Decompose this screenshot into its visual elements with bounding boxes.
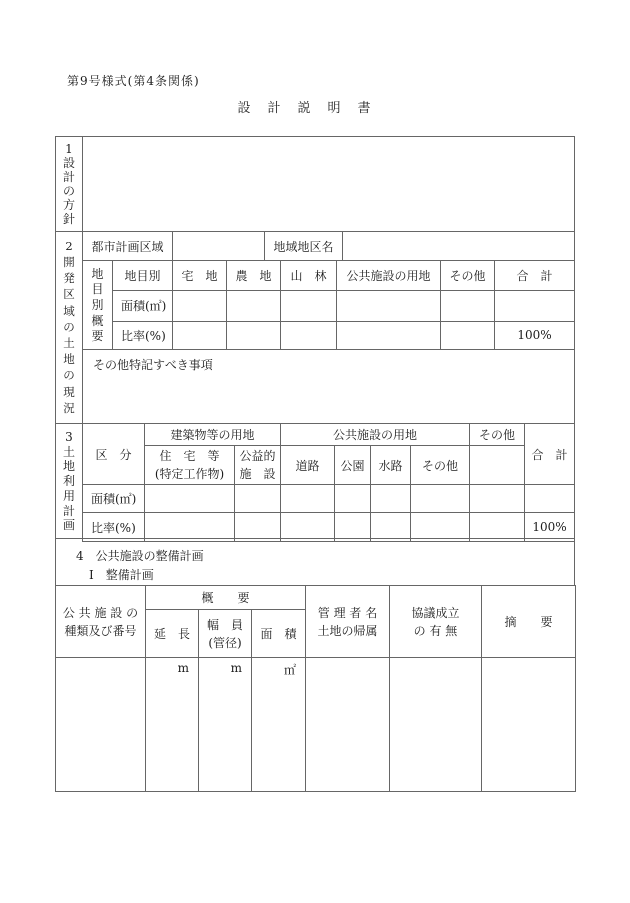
area-other-outer-input[interactable] [470, 485, 525, 513]
ratio-row-label: 比率(%) [83, 513, 145, 542]
special-notes-area[interactable] [82, 349, 575, 424]
col-header-residential-land: 宅 地 [173, 261, 227, 291]
col-header-agreement: 協議成立 の 有 無 [390, 586, 482, 658]
section3-side-label: 3 土 地 利 用 計 画 [55, 423, 83, 539]
city-planning-area-input[interactable] [173, 232, 265, 261]
ratio-waterway-input[interactable] [371, 513, 411, 542]
district-name-input[interactable] [343, 232, 575, 261]
section-land-use-plan [55, 423, 575, 539]
col-header-public-facility-land: 公共施設の用地 [337, 261, 441, 291]
ratio-total-value: 100% [525, 513, 575, 542]
section2-side-label: 2 開 発 区 域 の 土 地 の 現 況 [55, 231, 83, 424]
area-row-label: 面積(㎡) [113, 291, 173, 321]
ratio-other-outer-input[interactable] [470, 513, 525, 542]
remarks-input[interactable] [482, 658, 576, 792]
col-header-length: 延 長 [146, 610, 199, 658]
area-farmland-input[interactable] [227, 291, 281, 321]
area-other-inner-input[interactable] [411, 485, 470, 513]
area-row-label: 面積(㎡) [83, 485, 145, 513]
city-planning-row [82, 231, 575, 261]
facility-type-input[interactable] [56, 658, 146, 792]
col-header-total: 合 計 [525, 424, 575, 485]
manager-input[interactable] [306, 658, 390, 792]
col-header-other-outer: その他 [470, 424, 525, 446]
col-header-farmland: 農 地 [227, 261, 281, 291]
form-number: 第9号様式(第4条関係) [67, 74, 200, 88]
col-header-facility-type: 公 共 施 設 の 種類及び番号 [56, 586, 146, 658]
land-category-corner: 地目別 [113, 261, 173, 291]
col-header-road: 道路 [281, 446, 335, 485]
document-title: 設 計 説 明 書 [237, 101, 373, 116]
area-public-input[interactable] [337, 291, 441, 321]
col-header-remarks: 摘 要 [482, 586, 576, 658]
area-forest-input[interactable] [281, 291, 337, 321]
col-header-residential: 住 宅 等 (特定工作物) [145, 446, 235, 485]
area-road-input[interactable] [281, 485, 335, 513]
area-residential-input[interactable] [145, 485, 235, 513]
area-total-input[interactable] [525, 485, 575, 513]
area-other-input[interactable] [441, 291, 495, 321]
city-planning-area-label: 都市計画区域 [83, 232, 173, 261]
land-category-side-label: 地 目 別 概 要 [83, 261, 113, 350]
section4-heading-block [55, 538, 575, 586]
form-sheet [55, 136, 575, 792]
ratio-row-label: 比率(%) [113, 321, 173, 349]
ratio-public-benefit-input[interactable] [235, 513, 281, 542]
special-notes-label: その他特記すべき事項 [93, 358, 213, 372]
area-waterway-input[interactable] [371, 485, 411, 513]
col-header-other-inner: その他 [411, 446, 470, 485]
width-input[interactable] [199, 658, 252, 792]
land-use-plan-table [82, 423, 575, 542]
section-design-policy [55, 136, 575, 232]
col-header-public-benefit: 公益的 施 設 [235, 446, 281, 485]
ratio-park-input[interactable] [335, 513, 371, 542]
area-park-input[interactable] [335, 485, 371, 513]
other-outer-blank-cell[interactable] [470, 446, 525, 485]
col-header-area: 面 積 [252, 610, 306, 658]
col-header-width: 幅 員 (管径) [199, 610, 252, 658]
section-land-current-state [55, 231, 575, 424]
col-header-park: 公園 [335, 446, 371, 485]
ratio-total-value: 100% [495, 321, 575, 349]
section1-side-label: 1 設 計 の 方 針 [55, 136, 83, 232]
area-residential-input[interactable] [173, 291, 227, 321]
col-header-overview: 概 要 [146, 586, 306, 610]
ratio-other-input[interactable] [441, 321, 495, 349]
ratio-public-input[interactable] [337, 321, 441, 349]
col-header-waterway: 水路 [371, 446, 411, 485]
col-header-total: 合 計 [495, 261, 575, 291]
col-header-forest: 山 林 [281, 261, 337, 291]
design-policy-input-area[interactable] [82, 136, 575, 232]
ratio-forest-input[interactable] [281, 321, 337, 349]
width-unit: m [230, 661, 242, 675]
section4-subheading: Ⅰ 整備計画 [89, 567, 154, 582]
ratio-other-inner-input[interactable] [411, 513, 470, 542]
group-header-buildings: 建築物等の用地 [145, 424, 281, 446]
agreement-input[interactable] [390, 658, 482, 792]
area-public-benefit-input[interactable] [235, 485, 281, 513]
ratio-road-input[interactable] [281, 513, 335, 542]
area-total-input[interactable] [495, 291, 575, 321]
length-unit: m [177, 661, 189, 675]
group-header-public-facilities: 公共施設の用地 [281, 424, 470, 446]
section4-heading: 4 公共施設の整備計画 [76, 549, 204, 563]
facility-plan-table [55, 585, 576, 792]
category-corner: 区 分 [83, 424, 145, 485]
ratio-farmland-input[interactable] [227, 321, 281, 349]
ratio-residential-input[interactable] [173, 321, 227, 349]
ratio-residential-input[interactable] [145, 513, 235, 542]
length-input[interactable] [146, 658, 199, 792]
area-input[interactable] [252, 658, 306, 792]
col-header-other: その他 [441, 261, 495, 291]
land-category-table [82, 260, 575, 350]
col-header-manager: 管 理 者 名 土地の帰属 [306, 586, 390, 658]
district-name-label: 地域地区名 [265, 232, 343, 261]
area-unit: ㎡ [283, 663, 296, 677]
